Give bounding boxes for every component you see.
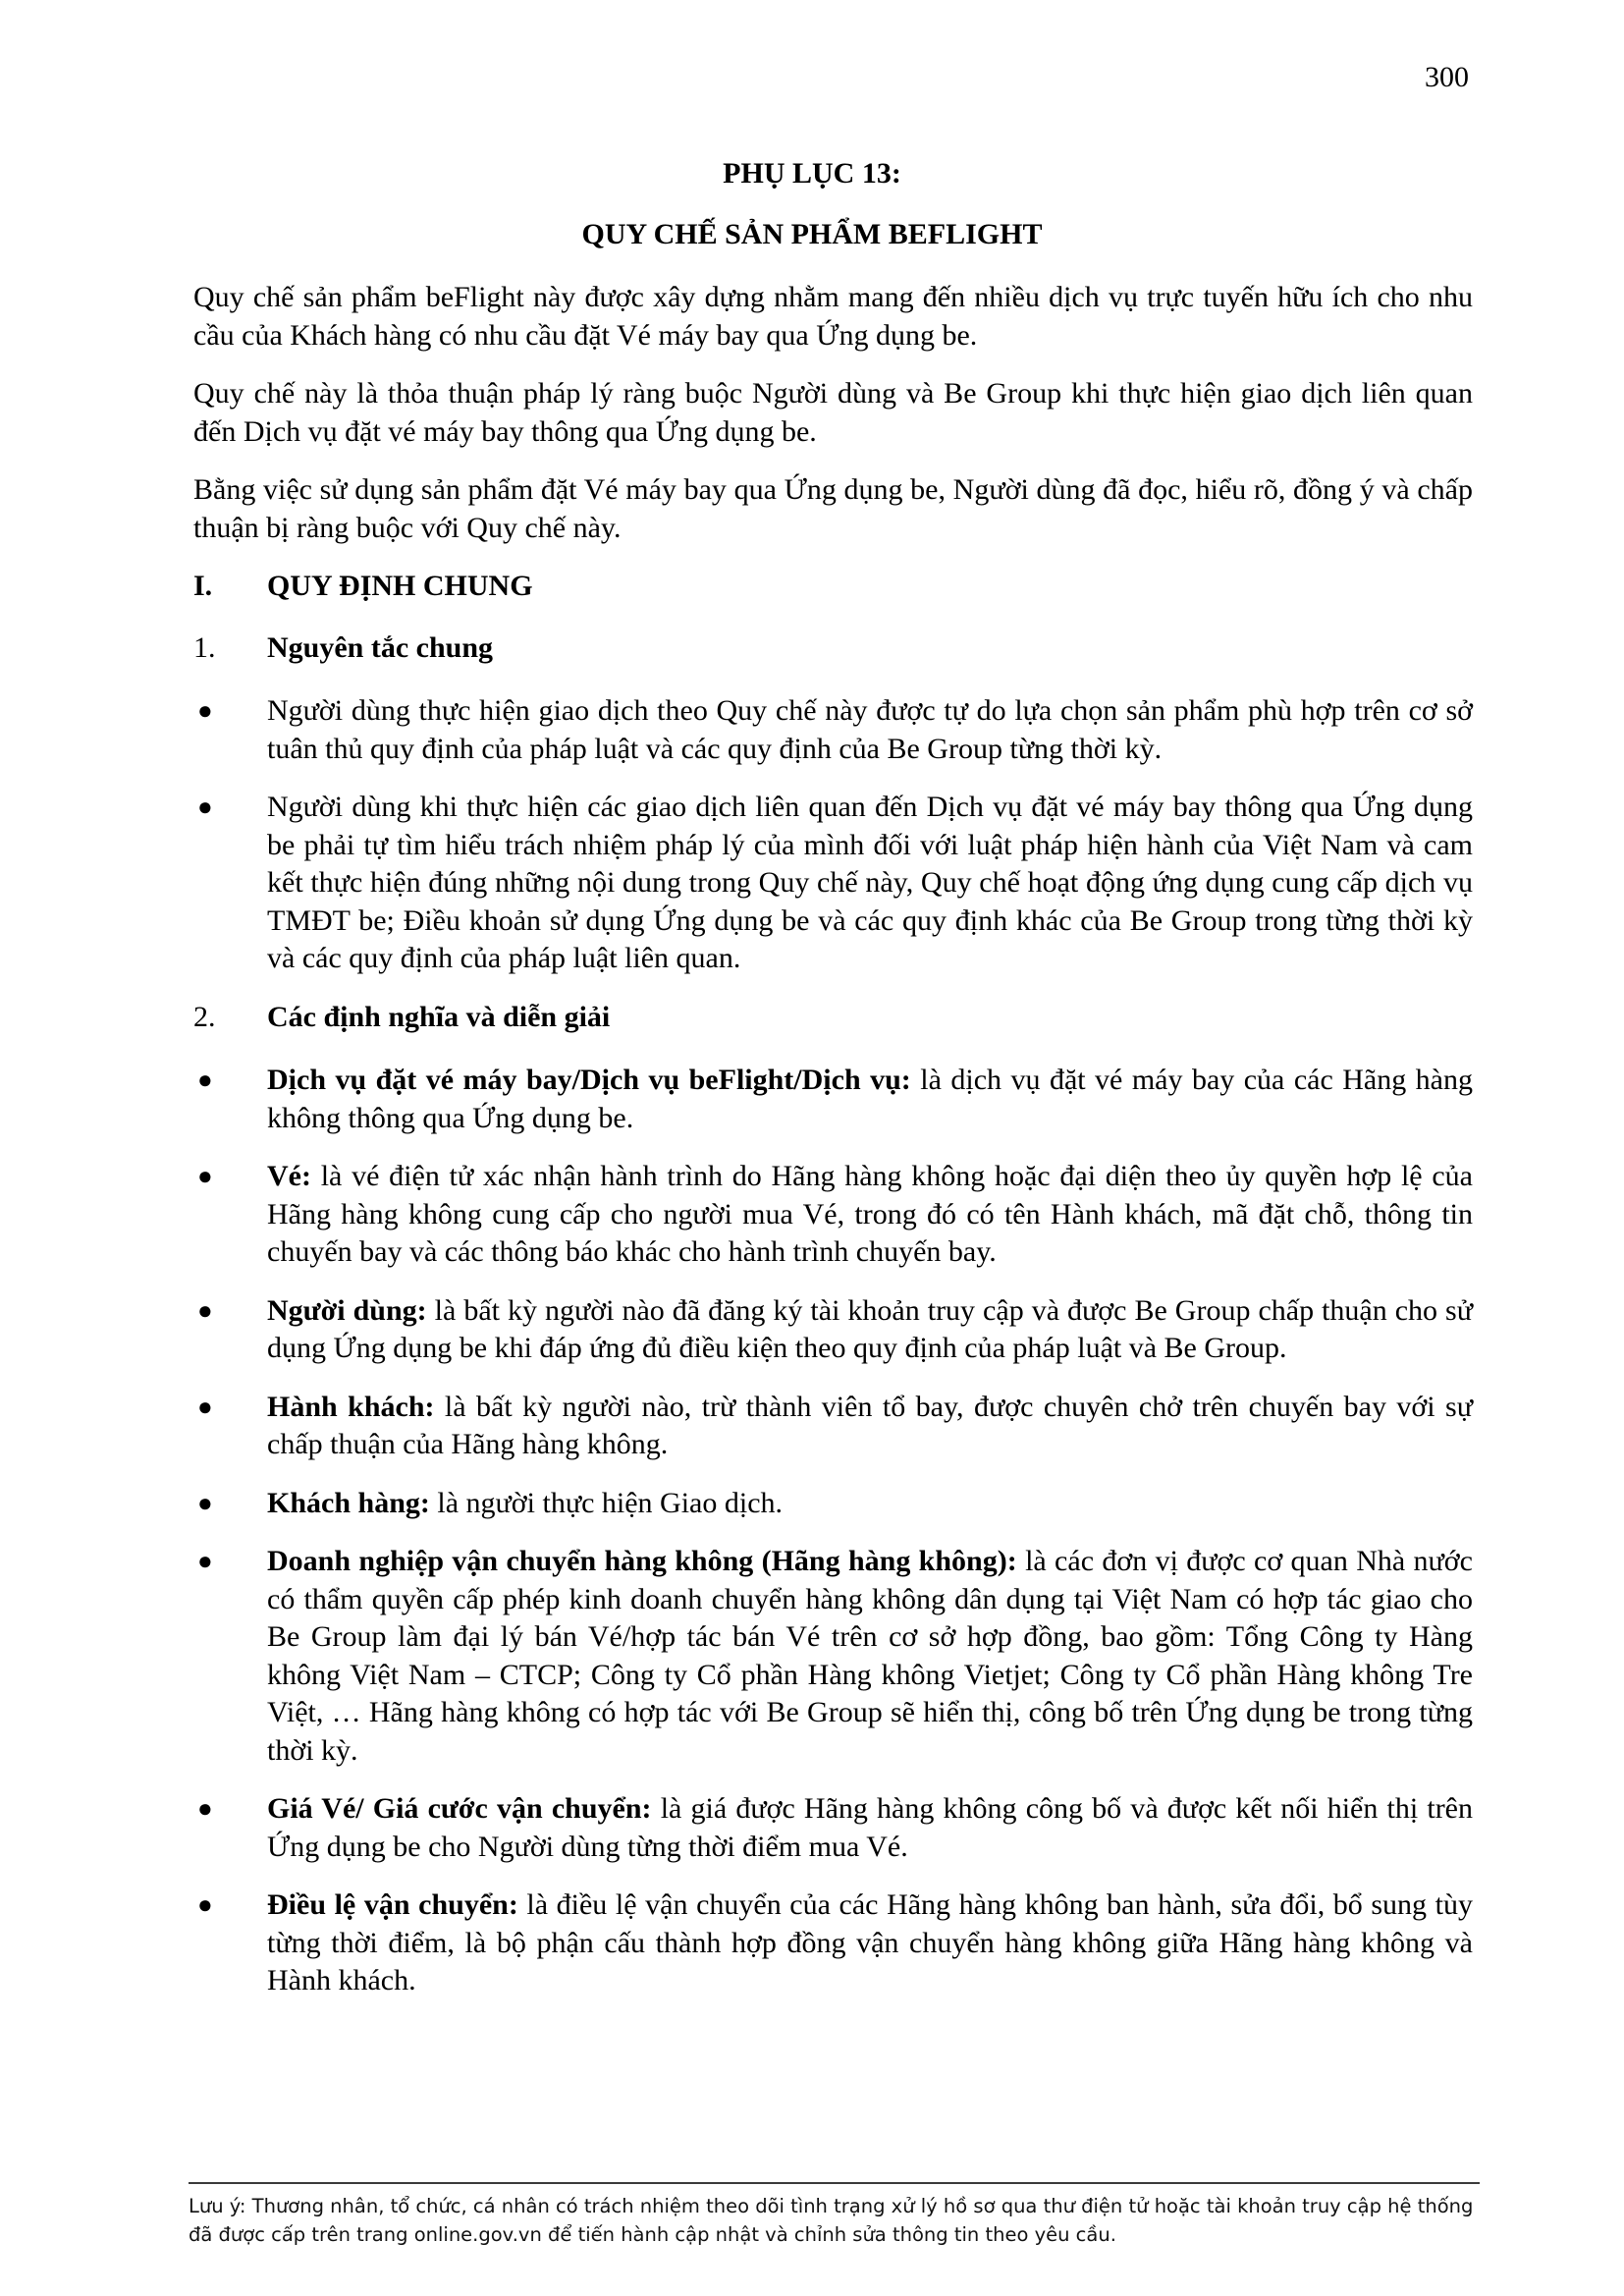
definition-term: Dịch vụ đặt vé máy bay/Dịch vụ beFlight/Dịch vụ:	[267, 1064, 911, 1096]
bullet-dot-icon: ●	[197, 1547, 213, 1575]
definition-text	[267, 1292, 1473, 1368]
definition-text	[267, 1543, 1473, 1770]
definition-item	[193, 1292, 1473, 1368]
definition-term: Hành khách:	[267, 1390, 435, 1423]
definition-term: Khách hàng:	[267, 1486, 430, 1519]
definition-body: là giá được Hãng hàng không công bố và được kết nối hiển thị trên Ứng dụng be cho Người dùng từng thời điểm mua Vé.	[267, 1792, 1473, 1863]
bullet-dot-icon: ●	[197, 1488, 213, 1517]
intro-paragraph: Quy chế sản phẩm beFlight này được xây dựng nhằm mang đến nhiều dịch vụ trực tuyến hữu ích cho nhu cầu của Khách hàng có nhu cầu đặt Vé máy bay qua Ứng dụng be.	[193, 281, 1473, 352]
bullet-dot-icon: ●	[197, 1392, 213, 1421]
definition-term: Điều lệ vận chuyển:	[267, 1888, 518, 1921]
definition-text	[267, 1158, 1473, 1272]
subsection-number: 2.	[193, 1000, 216, 1033]
list-item-text: Người dùng thực hiện giao dịch theo Quy chế này được tự do lựa chọn sản phẩm phù hợp trên cơ sở tuân thủ quy định của pháp luật và các quy định của Be Group từng thời kỳ.	[267, 694, 1473, 765]
definition-text	[267, 1886, 1473, 2000]
list-item-text: Người dùng khi thực hiện các giao dịch liên quan đến Dịch vụ đặt vé máy bay thông qua Ứng dụng be phải tự tìm hiểu trách nhiệm pháp lý của mình đối với luật pháp hiện hành của Việt Nam và cam kết thực hiện đúng những nội dung trong Quy chế này, Quy chế hoạt động ứng dụng cung cấp dịch vụ TMĐT be; Điều khoản sử dụng Ứng dụng be và các quy định khác của Be Group trong từng thời kỳ và các quy định của pháp luật liên quan.	[267, 791, 1473, 974]
bullet-dot-icon: ●	[197, 1794, 213, 1823]
definition-body: là điều lệ vận chuyển của các Hãng hàng không ban hành, sửa đổi, bổ sung tùy từng thời điểm, là bộ phận cấu thành hợp đồng vận chuyển hàng không giữa Hãng hàng không và Hành khách.	[267, 1888, 1473, 1996]
definition-item	[193, 1543, 1473, 1770]
definition-term: Người dùng:	[267, 1293, 427, 1327]
list-item	[193, 789, 1473, 978]
intro-paragraph: Bằng việc sử dụng sản phẩm đặt Vé máy bay qua Ứng dụng be, Người dùng đã đọc, hiểu rõ, đồng ý và chấp thuận bị ràng buộc với Quy chế này.	[193, 473, 1473, 544]
document-body	[193, 279, 1473, 2021]
definition-item	[193, 1886, 1473, 2000]
bullet-dot-icon: ●	[197, 793, 213, 821]
section-title: QUY ĐỊNH CHUNG	[267, 570, 533, 602]
section-number: I.	[193, 570, 213, 602]
definition-text	[267, 1485, 1473, 1523]
definition-item	[193, 1158, 1473, 1272]
definition-text	[267, 1389, 1473, 1464]
document-title: QUY CHẾ SẢN PHẨM BEFLIGHT	[581, 218, 1043, 250]
bullet-dot-icon: ●	[197, 1162, 213, 1190]
definition-item	[193, 1062, 1473, 1137]
definition-text	[267, 1790, 1473, 1866]
definition-item	[193, 1790, 1473, 1866]
subsection-title: Nguyên tắc chung	[267, 630, 494, 664]
definition-body: là dịch vụ đặt vé máy bay của các Hãng hàng không thông qua Ứng dụng be.	[267, 1064, 1473, 1134]
footer-note: Lưu ý: Thương nhân, tổ chức, cá nhân có trách nhiệm theo dõi tình trạng xử lý hồ sơ qua thư điện tử hoặc tài khoản truy cập hệ thống đã được cấp trên trang online.gov.vn để tiến hành cập nhật và chỉnh sửa thông tin theo yêu cầu.	[189, 2182, 1480, 2249]
page-number: 300	[1425, 61, 1469, 93]
definition-text	[267, 1062, 1473, 1137]
intro-paragraph: Quy chế này là thỏa thuận pháp lý ràng buộc Người dùng và Be Group khi thực hiện giao dịch liên quan đến Dịch vụ đặt vé máy bay thông qua Ứng dụng be.	[193, 377, 1473, 448]
definition-term: Vé:	[267, 1160, 311, 1192]
list-item	[193, 692, 1473, 768]
bullet-dot-icon: ●	[197, 1890, 213, 1919]
definition-item	[193, 1485, 1473, 1523]
definition-term: Giá Vé/ Giá cước vận chuyển:	[267, 1792, 652, 1825]
appendix-title: PHỤ LỤC 13:	[723, 157, 901, 190]
definition-body: là bất kỳ người nào, trừ thành viên tổ bay, được chuyên chở trên chuyến bay với sự chấp thuận của Hãng hàng không.	[267, 1390, 1473, 1460]
section-heading	[193, 568, 1473, 606]
definition-body: là các đơn vị được cơ quan Nhà nước có thẩm quyền cấp phép kinh doanh chuyển hàng không dân dụng tại Việt Nam có hợp tác giao cho Be Group làm đại lý bán Vé/hợp tác bán Vé trên cơ sở hợp đồng, bao gồm: Tổng Công ty Hàng không Việt Nam – CTCP; Công ty Cổ phần Hàng không Vietjet; Công ty Cổ phần Hàng không Tre Việt, … Hãng hàng không có hợp tác với Be Group sẽ hiển thị, công bố trên Ứng dụng be trong từng thời kỳ.	[267, 1545, 1473, 1767]
definitions-list	[193, 1062, 1473, 2000]
subsection-heading	[193, 999, 1473, 1037]
definition-body: là bất kỳ người nào đã đăng ký tài khoản truy cập và được Be Group chấp thuận cho sử dụng Ứng dụng be khi đáp ứng đủ điều kiện theo quy định của pháp luật và Be Group.	[267, 1293, 1473, 1364]
definition-item	[193, 1389, 1473, 1464]
bullet-dot-icon: ●	[197, 696, 213, 725]
definition-body: là người thực hiện Giao dịch.	[429, 1486, 784, 1519]
subsection-title: Các định nghĩa và diễn giải	[267, 1000, 611, 1033]
subsection-heading	[193, 629, 1473, 668]
subsection-number: 1.	[193, 630, 216, 664]
bullet-dot-icon: ●	[197, 1066, 213, 1094]
bullet-dot-icon: ●	[197, 1295, 213, 1325]
definition-term: Doanh nghiệp vận chuyển hàng không (Hãng hàng không):	[267, 1545, 1017, 1577]
definition-body: là vé điện tử xác nhận hành trình do Hãng hàng không hoặc đại diện theo ủy quyền hợp lệ của Hãng hàng không cung cấp cho người mua Vé, trong đó có tên Hành khách, mã đặt chỗ, thông tin chuyến bay và các thông báo khác cho hành trình chuyến bay.	[267, 1160, 1473, 1268]
